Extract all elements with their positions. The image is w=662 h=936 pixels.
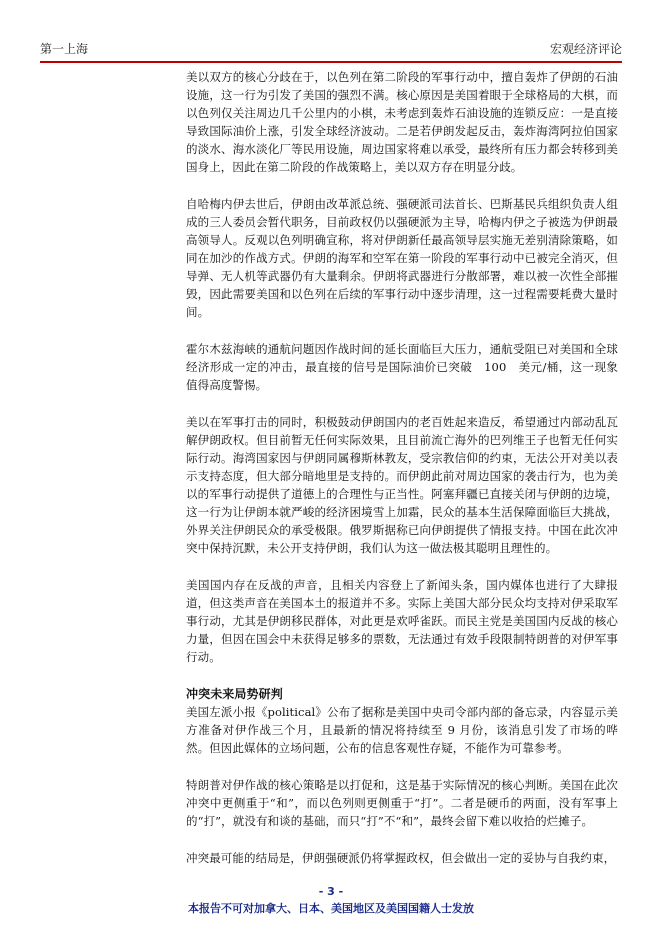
body-paragraph: 特朗普对伊作战的核心策略是以打促和，这是基于实际情况的核心判断。美国在此次冲突中更侧重于“和”，而以色列则更侧重于“打”。二者是硬币的两面，没有军事上的“打”，就没有和谈的基础，而只“打”不“和”，最终会留下难以收拾的烂摊子。 [186,778,618,828]
body-paragraph: 自哈梅内伊去世后，伊朗由改革派总统、强硬派司法首长、巴斯基民兵组织负责人组成的三人委员会暂代职务，目前政权仍以强硬派为主导，哈梅内伊之子被选为伊朗最高领导人。反观以色列明确宣称，将对伊朗新任最高领导层实施无差别清除策略，如同在加沙的作战方式。伊朗的海军和空军在第一阶段的军事行动中已被完全消灭，但导弹、无人机等武器仍有大量剩余。伊朗将武器进行分散部署，难以被一次性全部摧毁，因此需要美国和以色列在后续的军事行动中逐步清理，这一过程需要耗费大量时间。 [186,197,618,319]
section-heading: 冲突未来局势研判 [186,687,283,701]
body-paragraph: 美以双方的核心分歧在于，以色列在第二阶段的军事行动中，擅自轰炸了伊朗的石油设施，这一行为引发了美国的强烈不满。核心原因是美国着眼于全球格局的大棋，而以色列仅关注周边几千公里内的小棋，未考虑到轰炸石油设施的连锁反应：一是直接导致国际油价上涨，引发全球经济波动。二是若伊朗发起反击，轰炸海湾阿拉伯国家的淡水、海水淡化厂等民用设施，周边国家将难以承受，最终所有压力都会转移到美国身上，因此在第二阶段的作战策略上，美以双方存在明显分歧。 [186,70,618,174]
body-paragraph: 霍尔木兹海峡的通航问题因作战时间的延长面临巨大压力，通航受阻已对美国和全球经济形成一定的冲击，最直接的信号是国际油价已突破 100 美元/桶，这一现象值得高度警惕。 [186,342,618,392]
header-divider [40,61,622,63]
body-paragraph: 冲突最可能的结局是，伊朗强硬派仍将掌握政权，但会做出一定的妥协与自我约束， [186,851,616,865]
header-report-title: 宏观经济评论 [549,42,622,56]
header-firm-name: 第一上海 [40,42,89,56]
page-header [40,40,622,60]
body-paragraph: 美国国内存在反战的声音，且相关内容登上了新闻头条，国内媒体也进行了大肆报道，但这类声音在美国本土的报道并不多。实际上美国大部分民众均支持对伊采取军事行动，尤其是伊朗移民群体，对此更是欢呼雀跃。而民主党是美国国内反战的核心力量，但因在国会中未获得足够多的票数，无法通过有效手段限制特朗普的对伊军事行动。 [186,578,618,664]
body-paragraph: 美以在军事打击的同时，积极鼓动伊朗国内的老百姓起来造反，希望通过内部动乱瓦解伊朗政权。但目前暂无任何实际效果，且目前流亡海外的巴列维王子也暂无任何实际行动。海湾国家因与伊朗同属穆斯林教友，受宗教信仰的约束，无法公开对美以表示支持态度，但大部分暗地里是支持的。而伊朗此前对周边国家的袭击行为，也为美以的军事行动提供了道德上的合理性与正当性。阿塞拜疆已直接关闭与伊朗的边境，这一行为让伊朗本就严峻的经济困境雪上加霜，民众的基本生活保障面临巨大挑战，外界关注伊朗民众的承受极限。俄罗斯据称已向伊朗提供了情报支持。中国在此次冲突中保持沉默，未公开支持伊朗，我们认为这一做法极其聪明且理性的。 [186,415,618,555]
page-number: - 3 - [318,885,344,898]
report-body [186,68,618,886]
body-paragraph: 美国左派小报《political》公布了据称是美国中央司令部内部的备忘录，内容显示美方准备对伊作战三个月，且最新的情况将持续至 9 月份，该消息引发了市场的哗然。但因此媒体的立场问题，公布的信息客观性存疑，不能作为可靠参考。 [186,705,618,755]
distribution-disclaimer: 本报告不可对加拿大、日本、美国地区及美国国籍人士发放 [188,902,474,915]
